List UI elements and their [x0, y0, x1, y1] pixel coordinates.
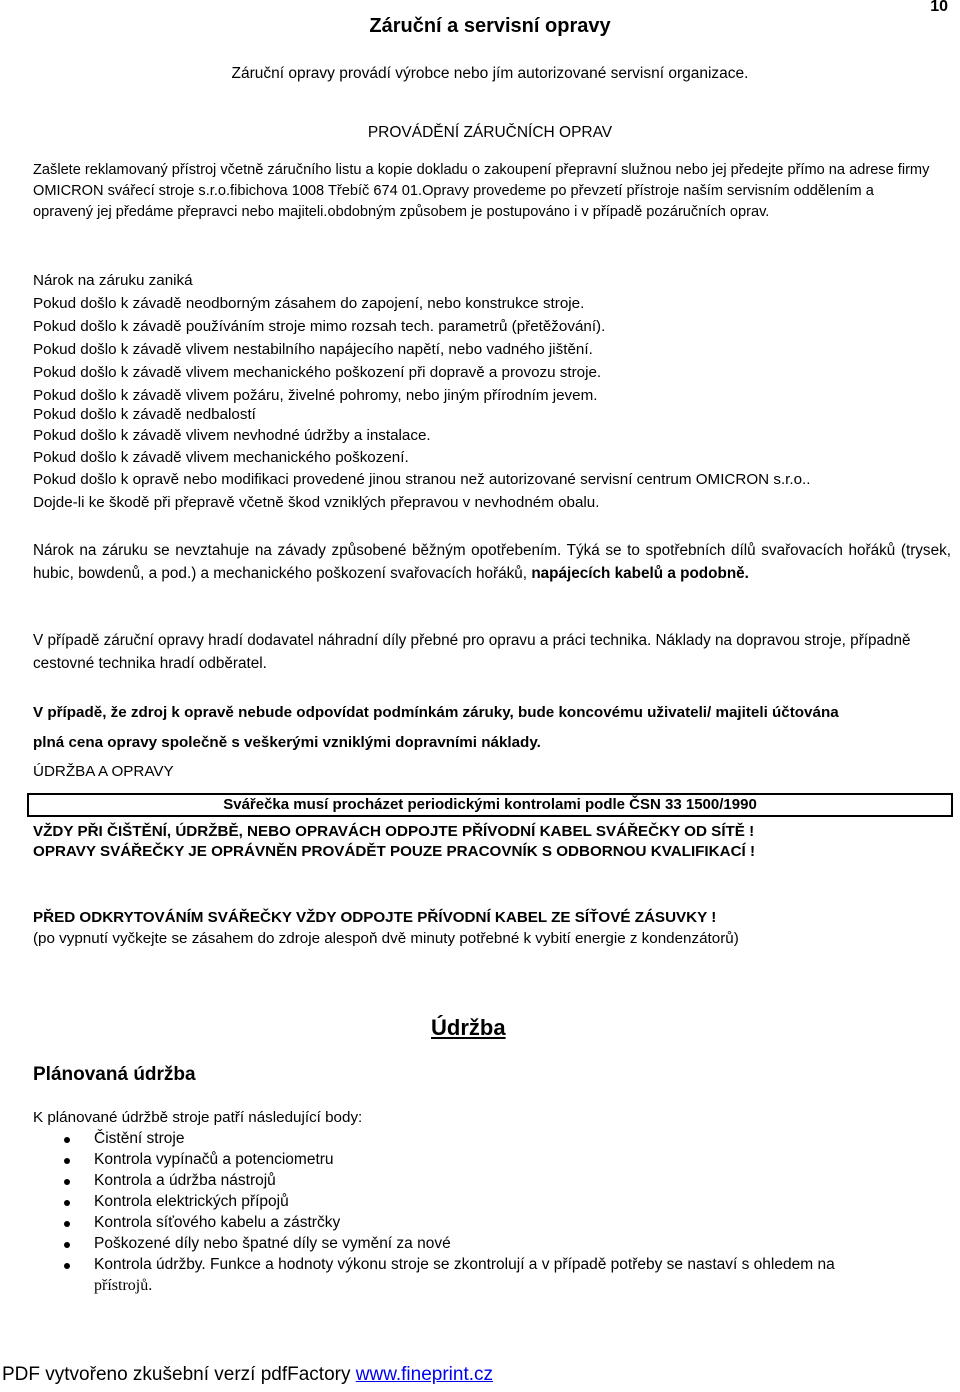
wear-text-bold: napájecích kabelů a podobně. [531, 564, 749, 582]
bullet-dot-icon [64, 1221, 70, 1227]
claim-item: Dojde-li ke škodě při přepravě včetně škod vzniklých přepravou v nevhodném obalu. [33, 494, 600, 511]
footer-link[interactable]: www.fineprint.cz [355, 1364, 494, 1385]
planned-maintenance-heading: Plánovaná údržba [33, 1064, 196, 1085]
page-number: 10 [930, 0, 948, 15]
bullet-dot-icon [64, 1179, 70, 1185]
list-item: Čistění stroje [94, 1130, 185, 1147]
maintenance-caps-heading: ÚDRŽBA A OPRAVY [33, 763, 174, 780]
claim-item: Pokud došlo k závadě vlivem požáru, živelné pohromy, nebo jiným přírodním jevem. [33, 387, 598, 404]
bullet-dot-icon [64, 1242, 70, 1248]
wear-paragraph [33, 540, 951, 585]
list-item: Kontrola a údržba nástrojů [94, 1172, 276, 1189]
claim-item: Pokud došlo k opravě nebo modifikaci provedené jinou stranou než autorizované servisní centrum OMICRON s.r.o.. [33, 471, 811, 488]
claim-item: Pokud došlo k závadě vlivem mechanického poškození. [33, 449, 409, 466]
claim-item: Pokud došlo k závadě neodborným zásahem do zapojení, nebo konstrukce stroje. [33, 295, 585, 312]
warning-line: VŽDY PŘI ČIŠTĚNÍ, ÚDRŽBĚ, NEBO OPRAVÁCH ODPOJTE PŘÍVODNÍ KABEL SVÁŘEČKY OD SÍTĚ ! [33, 823, 755, 840]
page-subtitle: Záruční opravy provádí výrobce nebo jím autorizované servisní organizace. [231, 65, 749, 82]
claim-item: Pokud došlo k závadě nedbalostí [33, 406, 256, 423]
wear-text: Nárok na záruku se nevztahuje na závady způsobené běžným opotřebením. Týká se to spotřebních dílů svařovacích hořáků (trysek, hubic, bowdenů, a pod.) a mechanického poškození svařovacích hořáků, [33, 542, 951, 582]
planned-intro: K plánované údržbě stroje patří následující body: [33, 1109, 363, 1126]
claim-item: Pokud došlo k závadě vlivem nestabilního napájecího napětí, nebo vadného jištění. [33, 341, 593, 358]
claim-item: Pokud došlo k závadě vlivem mechanického poškození při dopravě a provozu stroje. [33, 364, 602, 381]
warning-note: (po vypnutí vyčkejte se zásahem do zdroje alespoň dvě minuty potřebné k vybití energie z kondenzátorů) [33, 930, 739, 947]
claim-item: Pokud došlo k závadě vlivem nevhodné údržby a instalace. [33, 427, 431, 444]
list-item: Poškozené díly nebo špatné díly se vymění za nové [94, 1235, 451, 1252]
bullet-dot-icon [64, 1200, 70, 1206]
footer-note [2, 1364, 493, 1386]
warranty-heading: PROVÁDĚNÍ ZÁRUČNÍCH OPRAV [367, 124, 613, 141]
page-title: Záruční a servisní opravy [369, 15, 611, 37]
bullet-dot-icon [64, 1158, 70, 1164]
list-item-continuation: přístrojů. [94, 1277, 153, 1294]
list-item: Kontrola síťového kabelu a zástrčky [94, 1214, 341, 1231]
warranty-paragraph: Zašlete reklamovaný přístroj včetně záručního listu a kopie dokladu o zakoupení přepravní služnou nebo jej předejte přímo na adrese firmy OMICRON svářecí stroje s.r.o.fibichova 1008 Třebíč 674 01.Opravy provedeme po převzetí přístroje naším servisním oddělením a opravený jej předáme přepravci nebo majiteli.obdobným způsobem je postupováno i v případě pozáručních oprav. [33, 162, 930, 220]
nonconform-line: plná cena opravy společně s veškerými vzniklými dopravními náklady. [33, 734, 541, 751]
bullet-dot-icon [64, 1263, 70, 1269]
claim-heading: Nárok na záruku zaniká [33, 272, 193, 289]
maintenance-title: Údržba [431, 1015, 506, 1040]
warning-line: PŘED ODKRYTOVÁNÍM SVÁŘEČKY VŽDY ODPOJTE PŘÍVODNÍ KABEL ZE SÍŤOVÉ ZÁSUVKY ! [33, 909, 717, 926]
list-item: Kontrola elektrických přípojů [94, 1193, 289, 1210]
bullet-dot-icon [64, 1137, 70, 1143]
list-item: Kontrola vypínačů a potenciometru [94, 1151, 334, 1168]
claim-item: Pokud došlo k závadě používáním stroje mimo rozsah tech. parametrů (přetěžování). [33, 318, 606, 335]
supplier-paragraph: V případě záruční opravy hradí dodavatel náhradní díly přebné pro opravu a práci technika. Náklady na dopravou stroje, případně cestovné technika hradí odběratel. [33, 632, 911, 672]
nonconform-line: V případě, že zdroj k opravě nebude odpovídat podmínkám záruky, bude koncovému uživateli/ majiteli účtována [33, 704, 839, 721]
warning-line: OPRAVY SVÁŘEČKY JE OPRÁVNĚN PROVÁDĚT POUZE PRACOVNÍK S ODBORNOU KVALIFIKACÍ ! [33, 843, 756, 860]
footer-text: PDF vytvořeno zkušební verzí pdfFactory [2, 1364, 356, 1385]
list-item: Kontrola údržby. Funkce a hodnoty výkonu stroje se zkontrolují a v případě potřeby se nastaví s ohledem na [94, 1256, 835, 1273]
periodic-check-notice: Svářečka musí procházet periodickými kontrolami podle ČSN 33 1500/1990 [27, 793, 953, 817]
